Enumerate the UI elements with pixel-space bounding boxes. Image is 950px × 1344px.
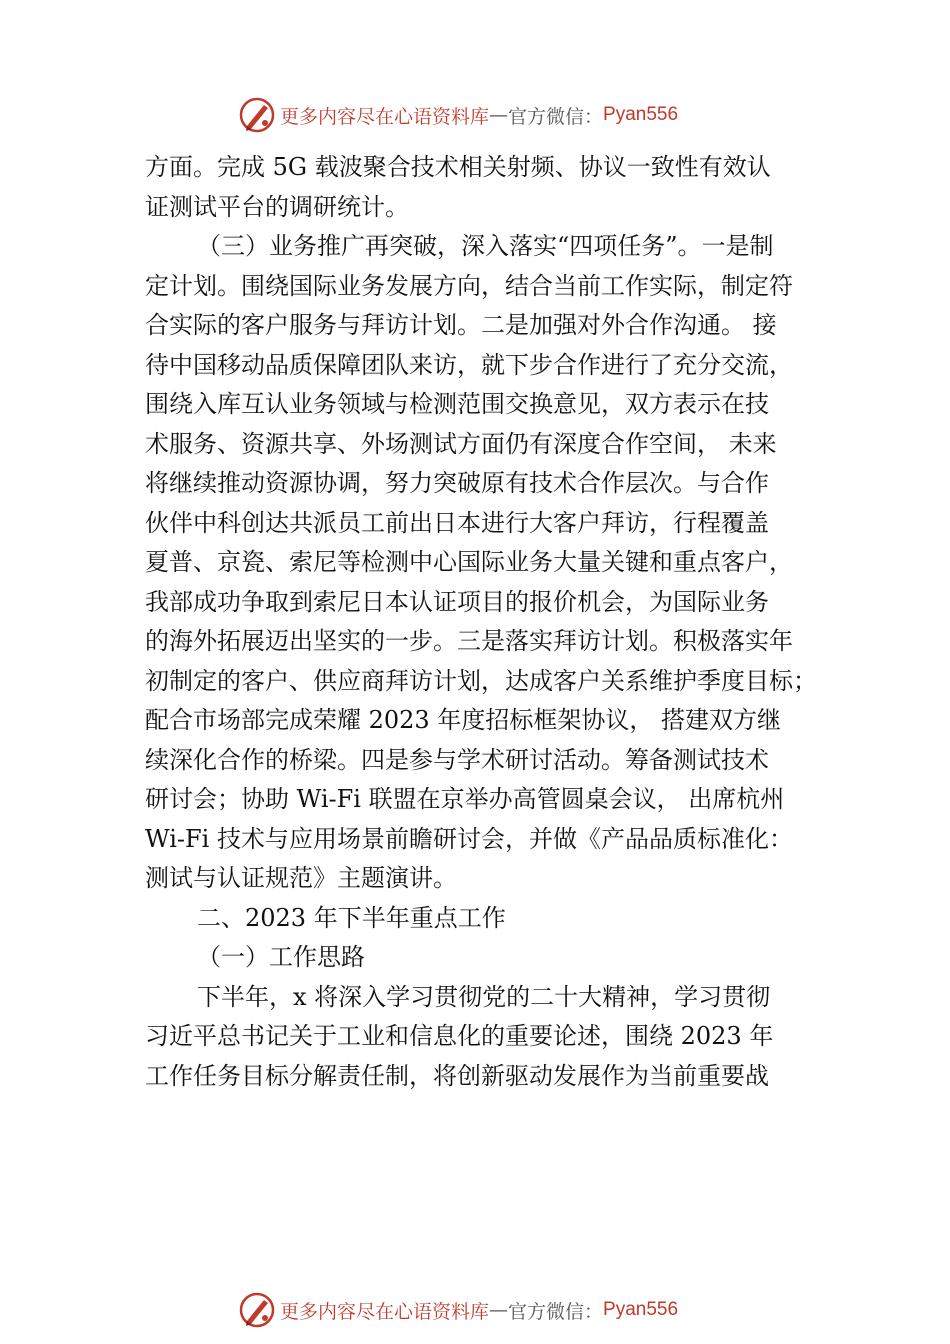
text-line: 工作任务目标分解责任制，将创新驱动发展作为当前重要战	[145, 1061, 769, 1090]
header-watermark	[238, 95, 678, 135]
watermark-label: 官方微信：	[508, 105, 604, 128]
pen-logo-icon	[238, 1291, 276, 1329]
text-line: 方面。完成 5G 载波聚合技术相关射频、协议一致性有效认	[145, 153, 771, 181]
text-line: 将继续推动资源协调，努力突破原有技术合作层次。与合作	[145, 469, 769, 497]
watermark-account: Pyan556	[603, 1299, 679, 1320]
watermark-separator: —	[489, 1299, 509, 1321]
text-line: 续深化合作的桥梁。四是参与学术研讨活动。筹备测试技术	[145, 745, 769, 774]
pen-logo-icon	[238, 96, 276, 134]
text-line: 习近平总书记关于工业和信息化的重要论述，围绕 2023 年	[145, 1022, 774, 1050]
text-line: 夏普、京瓷、索尼等检测中心国际业务大量关键和重点客户，	[145, 548, 793, 576]
text-line: 伙伴中科创达共派员工前出日本进行大客户拜访，行程覆盖	[145, 508, 769, 537]
text-line: 的海外拓展迈出坚实的一步。三是落实拜访计划。积极落实年	[145, 627, 793, 655]
text-line: 初制定的客户、供应商拜访计划，达成客户关系维护季度目标；	[145, 666, 817, 695]
text-line: 我部成功争取到索尼日本认证项目的报价机会，为国际业务	[145, 587, 769, 616]
text-line: 合实际的客户服务与拜访计划。二是加强对外合作沟通。 接	[145, 311, 777, 339]
text-line: 配合市场部完成荣耀 2023 年度招标框架协议， 搭建双方继	[145, 706, 781, 734]
text-line: 研讨会；协助 Wi-Fi 联盟在京举办高管圆桌会议， 出席杭州	[145, 785, 785, 813]
watermark-account: Pyan556	[603, 104, 679, 125]
document-body	[145, 148, 820, 1096]
watermark-separator: —	[489, 104, 509, 126]
watermark-label: 官方微信：	[508, 1300, 604, 1323]
text-line: 证测试平台的调研统计。	[145, 192, 409, 221]
text-line: 术服务、资源共享、外场测试方面仍有深度合作空间， 未来	[145, 429, 777, 458]
text-line: 下半年，x 将深入学习贯彻党的二十大精神，学习贯彻	[197, 982, 771, 1011]
watermark-brand: 更多内容尽在心语资料库	[280, 105, 490, 128]
text-line: 测试与认证规范》主题演讲。	[145, 864, 457, 892]
text-line: 二、2023 年下半年重点工作	[197, 903, 506, 932]
text-line: 围绕入库互认业务领域与检测范围交换意见，双方表示在技	[145, 390, 769, 418]
text-line: 定计划。围绕国际业务发展方向，结合当前工作实际，制定符	[145, 271, 793, 300]
text-line: Wi-Fi 技术与应用场景前瞻研讨会，并做《产品品质标准化：	[145, 824, 793, 853]
text-line: （三）业务推广再突破，深入落实“四项任务”。一是制	[197, 232, 774, 260]
text-line: 待中国移动品质保障团队来访，就下步合作进行了充分交流，	[145, 350, 793, 379]
watermark-brand: 更多内容尽在心语资料库	[280, 1300, 490, 1323]
text-line: （一）工作思路	[197, 943, 365, 971]
footer-watermark	[238, 1290, 678, 1330]
